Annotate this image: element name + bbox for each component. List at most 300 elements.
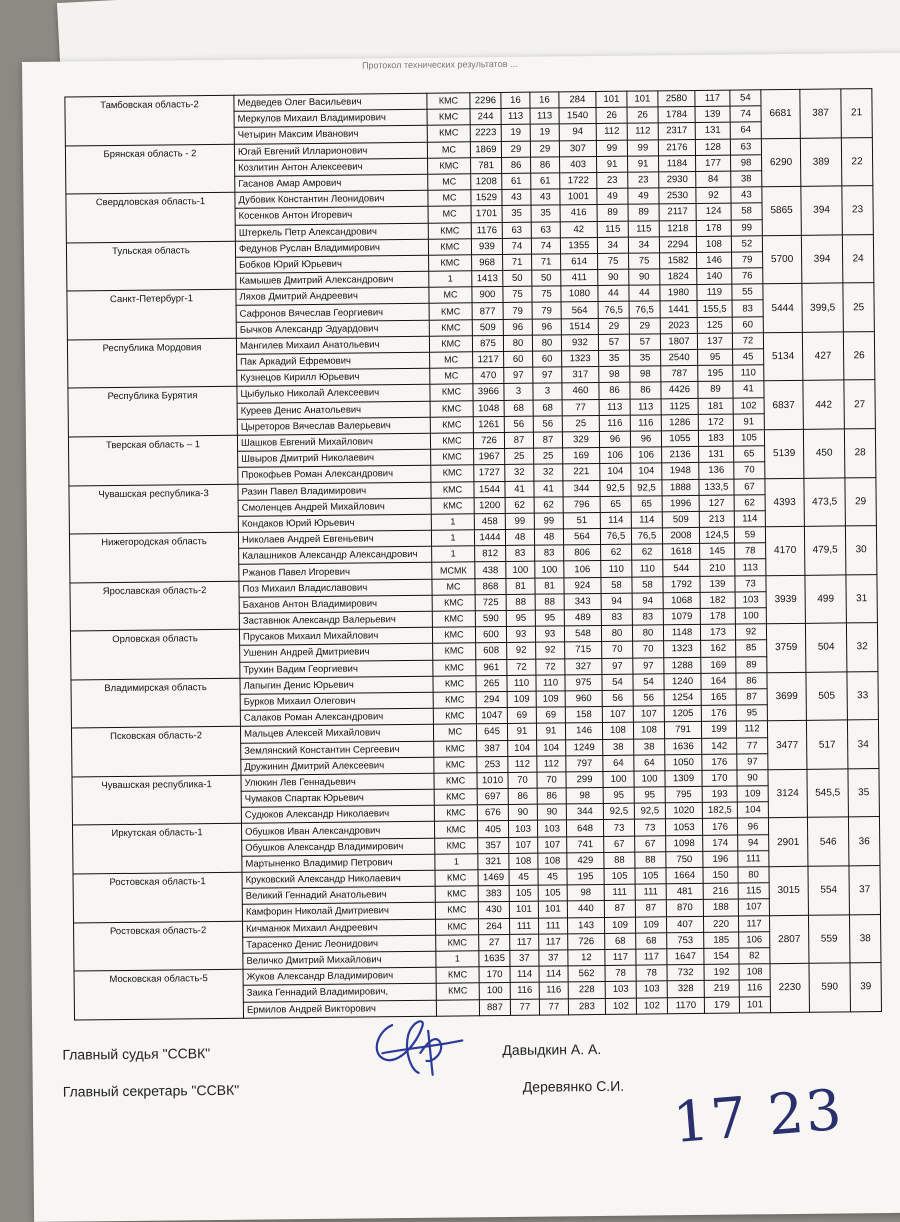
result-cell: 111 [538, 917, 567, 933]
result-cell: 112 [627, 123, 658, 140]
result-cell: 407 [666, 916, 703, 933]
result-cell: 179 [704, 997, 739, 1014]
result-cell: 99 [596, 140, 627, 157]
result-cell: 89 [628, 204, 659, 221]
athlete-name: Великий Геннадий Анатольевич [242, 886, 435, 904]
result-cell: 220 [703, 916, 738, 933]
result-cell: 80 [532, 335, 561, 351]
result-cell: 108 [696, 236, 731, 253]
result-cell: 92,5 [603, 803, 634, 820]
result-cell: 244 [470, 109, 501, 126]
result-cell: 110 [536, 675, 565, 691]
athlete-name: Лапыгин Денис Юрьевич [240, 676, 433, 694]
result-cell: 41 [534, 480, 563, 496]
result-cell: 114 [631, 512, 662, 529]
result-cell: 732 [667, 965, 704, 982]
result-cell: 70 [602, 642, 633, 659]
result-cell: 164 [701, 673, 736, 690]
result-cell: 32 [534, 464, 563, 480]
athlete-name: Заставнюк Александр Валерьевич [239, 611, 432, 629]
result-cell: 1727 [474, 465, 505, 482]
result-cell: 107 [602, 706, 633, 723]
athlete-name: Федунов Руслан Владимирович [235, 239, 428, 257]
result-cell: 199 [701, 721, 736, 738]
team-total: 2901 [768, 818, 808, 867]
result-cell: 78 [735, 543, 766, 560]
result-cell: 108 [509, 853, 538, 869]
result-cell: 868 [475, 578, 506, 595]
result-cell: 113 [501, 108, 530, 124]
team-total: 5700 [762, 235, 802, 284]
result-cell: 387 [477, 740, 508, 757]
result-cell: 142 [702, 738, 737, 755]
result-cell: 106 [564, 561, 601, 578]
result-cell: 806 [564, 545, 601, 562]
athlete-rank: КМС [436, 983, 479, 1000]
result-cell: 38 [731, 171, 762, 188]
result-cell: 16 [501, 92, 530, 108]
athlete-name: Смоленцев Андрей Михайлович [238, 498, 431, 516]
result-cell: 131 [695, 122, 730, 139]
result-cell: 35 [599, 350, 630, 367]
team-total: 4170 [765, 526, 805, 575]
result-cell: 741 [567, 836, 604, 853]
chief-secretary-label: Главный секретарь "ССВК" [62, 1081, 240, 1100]
result-cell: 78 [636, 965, 667, 982]
team-name: Ярославская область-2 [70, 581, 239, 631]
result-cell: 89 [698, 381, 733, 398]
result-cell: 83 [506, 545, 535, 561]
result-cell: 107 [738, 899, 769, 916]
team-place: 39 [850, 963, 882, 1012]
result-cell: 75 [503, 286, 532, 302]
result-cell: 177 [696, 155, 731, 172]
result-cell: 1288 [664, 657, 701, 674]
results-table [64, 88, 882, 1020]
result-cell: 93 [506, 626, 535, 642]
result-cell: 1047 [476, 708, 507, 725]
result-cell: 105 [509, 885, 538, 901]
team-name: Иркутская область-1 [72, 824, 241, 874]
result-cell: 968 [472, 254, 503, 271]
result-cell: 51 [563, 512, 600, 529]
result-cell: 67 [604, 836, 635, 853]
result-cell: 117 [605, 949, 636, 966]
result-cell: 328 [667, 981, 704, 998]
team-score: 559 [808, 914, 850, 963]
result-cell: 95 [535, 610, 564, 626]
result-cell: 27 [479, 934, 510, 951]
athlete-name: Швыров Дмитрий Николаевич [238, 449, 431, 467]
team-name: Чувашская республика-1 [72, 775, 241, 825]
result-cell: 210 [700, 560, 735, 577]
athlete-rank: КМС [430, 433, 473, 450]
athlete-rank: КМС [429, 319, 472, 336]
result-cell: 95 [698, 349, 733, 366]
result-cell: 97 [737, 753, 768, 770]
athlete-name: Пак Аркадий Ефремович [237, 352, 430, 370]
team-total: 3015 [769, 866, 809, 915]
result-cell: 900 [472, 287, 503, 304]
athlete-name: Штеркель Петр Александрович [235, 223, 428, 241]
athlete-name: Трухин Вадим Георгиевич [240, 660, 433, 678]
result-cell: 1080 [561, 286, 598, 303]
result-cell: 26 [627, 107, 658, 124]
athlete-rank: КМС [432, 627, 475, 644]
athlete-rank: МС [428, 190, 471, 207]
result-cell: 113 [630, 398, 661, 415]
result-cell: 25 [505, 448, 534, 464]
result-cell: 112 [596, 124, 627, 141]
result-cell: 188 [703, 899, 738, 916]
athlete-name: Заика Геннадий Владимирович, [243, 984, 436, 1002]
result-cell: 61 [531, 173, 560, 189]
result-cell: 111 [738, 851, 769, 868]
result-cell: 56 [533, 416, 562, 432]
athlete-name: Камышев Дмитрий Александрович [236, 271, 429, 289]
result-cell: 109 [507, 691, 536, 707]
result-cell: 1636 [665, 738, 702, 755]
result-cell: 114 [734, 511, 765, 528]
athlete-name: Чумаков Спартак Юрьевич [241, 789, 434, 807]
athlete-name: Ермилов Андрей Викторович [243, 1000, 436, 1018]
result-cell: 76,5 [631, 528, 662, 545]
athlete-rank: МС [430, 368, 473, 385]
result-cell: 98 [731, 155, 762, 172]
result-cell: 321 [478, 853, 509, 870]
result-cell: 73 [735, 575, 766, 592]
result-cell: 73 [634, 819, 665, 836]
result-cell: 106 [600, 447, 631, 464]
result-cell: 1249 [566, 739, 603, 756]
result-cell: 169 [701, 657, 736, 674]
result-cell: 59 [734, 527, 765, 544]
result-cell: 63 [730, 138, 761, 155]
athlete-rank: КМС [436, 935, 479, 952]
result-cell: 88 [604, 852, 635, 869]
result-cell: 960 [565, 690, 602, 707]
result-cell: 103 [735, 592, 766, 609]
team-score: 399,5 [802, 283, 844, 332]
result-cell: 2117 [659, 204, 696, 221]
result-cell: 124 [696, 203, 731, 220]
result-cell: 37 [539, 950, 568, 966]
team-place: 23 [842, 186, 874, 235]
team-total: 3699 [767, 672, 807, 721]
team-name: Тверская область – 1 [68, 435, 237, 485]
athlete-name: Гасанов Амар Амрович [235, 174, 428, 192]
result-cell: 344 [566, 804, 603, 821]
result-cell: 115 [628, 220, 659, 237]
result-cell: 92,5 [600, 480, 631, 497]
result-cell: 264 [478, 918, 509, 935]
result-cell: 73 [603, 820, 634, 837]
athlete-name: Бычков Александр Эдуардович [236, 320, 429, 338]
result-cell: 1010 [477, 772, 508, 789]
team-total: 5444 [763, 284, 803, 333]
result-cell: 109 [737, 786, 768, 803]
result-cell: 104 [508, 740, 537, 756]
team-score: 394 [801, 235, 843, 284]
team-total: 3477 [767, 721, 807, 770]
result-cell: 1079 [663, 608, 700, 625]
result-cell: 77 [539, 998, 568, 1014]
athlete-name: Цыбулько Николай Алексеевич [237, 385, 430, 403]
result-cell: 100 [634, 771, 665, 788]
result-cell: 294 [476, 691, 507, 708]
athlete-name: Бобков Юрий Юрьевич [236, 255, 429, 273]
result-cell: 117 [510, 934, 539, 950]
result-cell: 139 [700, 576, 735, 593]
result-cell: 79 [532, 302, 561, 318]
team-name: Республика Мордовия [67, 338, 236, 388]
result-cell: 781 [471, 157, 502, 174]
result-cell: 2223 [470, 125, 501, 142]
athlete-name: Величко Дмитрий Михайлович [243, 951, 436, 969]
result-cell: 87 [736, 689, 767, 706]
result-cell: 787 [661, 366, 698, 383]
result-cell: 94 [738, 834, 769, 851]
result-cell: 92,5 [631, 479, 662, 496]
result-cell: 614 [561, 253, 598, 270]
team-score: 517 [806, 720, 848, 769]
athlete-name: Ушенин Андрей Дмитриевич [240, 644, 433, 662]
team-score: 427 [802, 332, 844, 381]
result-cell: 43 [731, 187, 762, 204]
athlete-name: Баханов Антон Владимирович [239, 595, 432, 613]
result-cell: 110 [507, 675, 536, 691]
result-cell: 3966 [473, 384, 504, 401]
result-cell: 57 [598, 334, 629, 351]
result-cell: 90 [598, 269, 629, 286]
result-cell: 68 [605, 933, 636, 950]
result-cell: 74 [531, 238, 560, 254]
athlete-rank: 1 [431, 514, 474, 531]
result-cell: 92,5 [634, 803, 665, 820]
result-cell: 405 [477, 821, 508, 838]
result-cell: 77 [562, 399, 599, 416]
result-cell: 131 [699, 446, 734, 463]
result-cell: 79 [503, 303, 532, 319]
result-cell: 544 [663, 560, 700, 577]
result-cell: 113 [599, 399, 630, 416]
athlete-name: Прусаков Михаил Михайлович [239, 627, 432, 645]
result-cell: 90 [737, 770, 768, 787]
result-cell: 72 [507, 659, 536, 675]
result-cell: 1582 [660, 252, 697, 269]
result-cell: 97 [633, 657, 664, 674]
athlete-name: Салаков Роман Александрович [240, 708, 433, 726]
result-cell: 92 [536, 642, 565, 658]
result-cell: 146 [565, 723, 602, 740]
result-cell: 195 [698, 365, 733, 382]
result-cell: 1888 [662, 479, 699, 496]
result-cell: 101 [627, 91, 658, 108]
result-cell: 98 [567, 885, 604, 902]
result-cell: 283 [568, 998, 605, 1015]
result-cell: 1240 [664, 673, 701, 690]
result-cell: 69 [536, 707, 565, 723]
team-score: 546 [807, 817, 849, 866]
result-cell: 219 [704, 980, 739, 997]
result-cell: 116 [599, 415, 630, 432]
team-total: 4393 [765, 478, 805, 527]
team-total: 5139 [764, 429, 804, 478]
athlete-name: Медведев Олег Васильевич [234, 93, 427, 111]
athlete-name: Кондаков Юрий Юрьевич [238, 514, 431, 532]
result-cell: 12 [568, 949, 605, 966]
result-cell: 63 [531, 221, 560, 237]
chief-judge-label: Главный судья "ССВК" [62, 1045, 211, 1063]
result-cell: 299 [566, 771, 603, 788]
result-cell: 564 [561, 302, 598, 319]
result-cell: 29 [598, 318, 629, 335]
athlete-name: Прокофьев Роман Александрович [238, 466, 431, 484]
team-total: 3759 [766, 624, 806, 673]
result-cell: 975 [565, 674, 602, 691]
result-cell: 80 [632, 625, 663, 642]
result-cell: 1967 [474, 449, 505, 466]
team-place: 31 [846, 574, 878, 623]
team-score: 554 [808, 866, 850, 915]
result-cell: 1098 [666, 835, 703, 852]
athlete-name: Куреев Денис Анатольевич [237, 401, 430, 419]
result-cell: 38 [634, 738, 665, 755]
result-cell: 49 [628, 188, 659, 205]
athlete-rank: КМС [435, 918, 478, 935]
result-cell: 216 [703, 883, 738, 900]
chief-secretary-name: Деревянко С.И. [522, 1077, 625, 1095]
team-score: 499 [805, 575, 847, 624]
result-cell: 812 [475, 546, 506, 563]
result-cell: 87 [604, 900, 635, 917]
result-cell: 79 [732, 252, 763, 269]
result-cell: 29 [530, 140, 559, 156]
result-cell: 590 [475, 610, 506, 627]
result-cell: 887 [479, 999, 510, 1016]
result-cell: 116 [630, 415, 661, 432]
result-cell: 470 [473, 368, 504, 385]
result-cell: 2023 [660, 317, 697, 334]
result-cell: 98 [630, 366, 661, 383]
athlete-rank: КМС [434, 789, 477, 806]
result-cell: 62 [734, 494, 765, 511]
result-cell: 939 [471, 238, 502, 255]
athlete-name: Камфорин Николай Дмитриевич [242, 903, 435, 921]
team-place: 36 [848, 817, 880, 866]
team-place: 37 [849, 866, 881, 915]
athlete-rank: КМС [432, 595, 475, 612]
athlete-name: Сафронов Вячеслав Георгиевич [236, 304, 429, 322]
result-cell: 403 [560, 156, 597, 173]
result-cell: 1618 [663, 544, 700, 561]
athlete-rank: КМС [428, 222, 471, 239]
team-place: 21 [841, 89, 873, 138]
result-cell: 55 [732, 284, 763, 301]
result-cell: 102 [636, 997, 667, 1014]
athlete-rank: 1 [431, 530, 474, 547]
result-cell: 102 [733, 397, 764, 414]
result-cell: 65 [600, 496, 631, 513]
result-cell: 416 [560, 205, 597, 222]
result-cell: 181 [698, 398, 733, 415]
team-place: 32 [846, 623, 878, 672]
result-cell: 45 [538, 869, 567, 885]
result-cell: 71 [532, 254, 561, 270]
result-cell: 67 [734, 478, 765, 495]
athlete-rank: 1 [432, 546, 475, 563]
team-total: 2807 [769, 915, 809, 964]
team-score: 394 [801, 186, 843, 235]
result-cell: 62 [505, 497, 534, 513]
athlete-name: Цыреторов Вячеслав Валерьевич [237, 417, 430, 435]
result-cell: 78 [605, 965, 636, 982]
result-cell: 50 [503, 270, 532, 286]
athlete-name: Меркулов Михаил Владимирович [234, 109, 427, 127]
athlete-rank: КМС [427, 93, 470, 110]
result-cell: 185 [704, 932, 739, 949]
result-cell: 1996 [662, 495, 699, 512]
team-total: 5134 [763, 332, 803, 381]
result-cell: 1469 [478, 869, 509, 886]
result-cell: 86 [502, 157, 531, 173]
team-place: 29 [845, 477, 877, 526]
team-total: 2230 [770, 963, 810, 1012]
result-cell: 112 [736, 721, 767, 738]
result-cell: 86 [508, 788, 537, 804]
athlete-rank: МС [432, 578, 475, 595]
result-cell: 103 [605, 981, 636, 998]
result-cell: 600 [475, 627, 506, 644]
result-cell: 70 [537, 772, 566, 788]
result-cell: 90 [508, 804, 537, 820]
result-cell: 796 [563, 496, 600, 513]
athlete-name: Четырин Максим Иванович [234, 126, 427, 144]
result-cell: 102 [605, 998, 636, 1015]
athlete-rank: КМС [429, 303, 472, 320]
result-cell: 110 [733, 365, 764, 382]
result-cell: 105 [733, 430, 764, 447]
athlete-name: Круковский Александр Николаевич [242, 870, 435, 888]
result-cell: 1514 [561, 318, 598, 335]
result-cell: 60 [504, 351, 533, 367]
result-cell: 116 [539, 982, 568, 998]
result-cell: 77 [737, 737, 768, 754]
athlete-rank: КМС [434, 821, 477, 838]
result-cell: 169 [563, 448, 600, 465]
results-table-body [65, 89, 882, 1020]
result-cell: 1529 [471, 190, 502, 207]
athlete-name: Ржанов Павел Игоревич [239, 563, 432, 581]
result-cell: 1218 [659, 220, 696, 237]
athlete-name: Обушков Иван Александрович [241, 822, 434, 840]
athlete-rank: КМС [429, 336, 472, 353]
result-cell: 56 [633, 690, 664, 707]
result-cell: 43 [531, 189, 560, 205]
team-place: 28 [844, 429, 876, 478]
team-place: 25 [843, 283, 875, 332]
athlete-rank: 1 [429, 271, 472, 288]
result-cell: 1148 [663, 625, 700, 642]
result-cell: 54 [602, 674, 633, 691]
result-cell: 110 [601, 561, 632, 578]
result-cell: 16 [530, 92, 559, 108]
result-cell: 81 [506, 578, 535, 594]
result-cell: 1444 [474, 530, 505, 547]
result-cell: 86 [531, 157, 560, 173]
result-cell: 69 [507, 707, 536, 723]
team-total: 3124 [768, 769, 808, 818]
